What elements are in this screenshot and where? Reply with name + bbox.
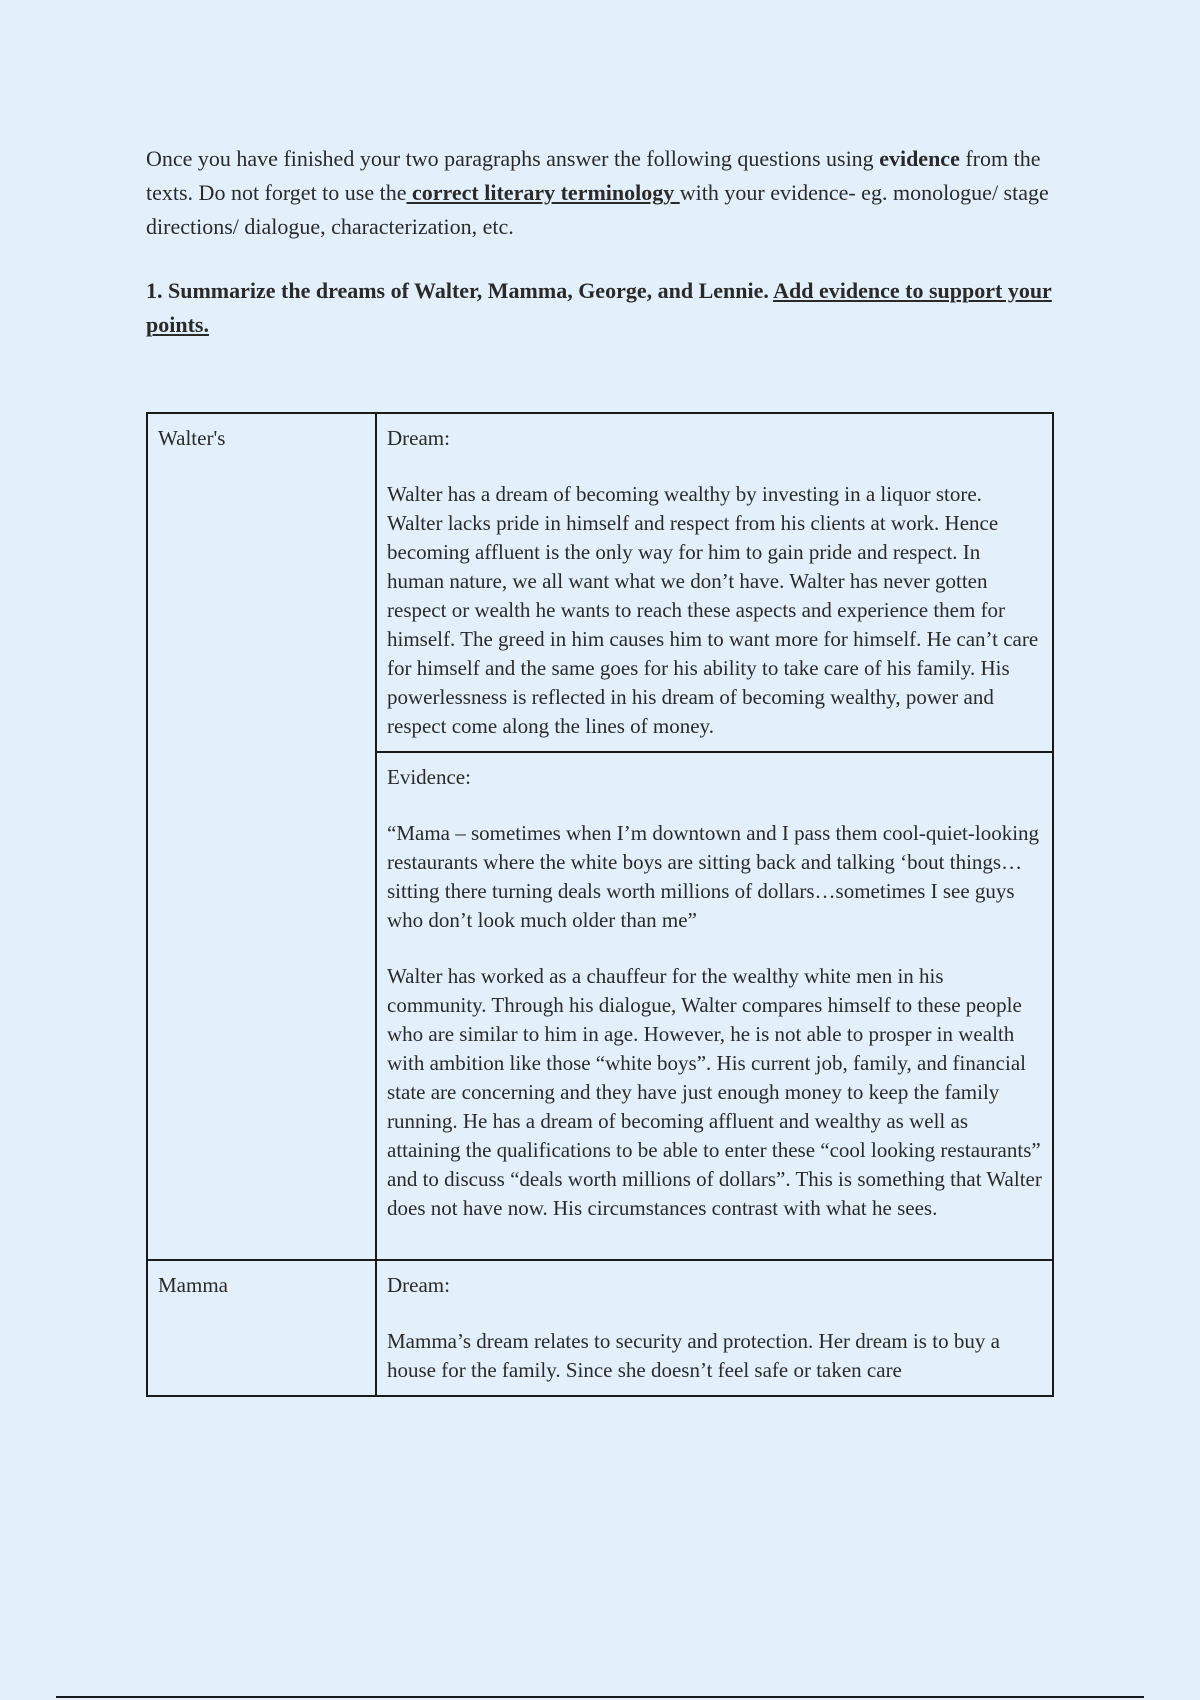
dream-cell-walter — [376, 413, 1053, 752]
evidence-quote: “Mama – sometimes when I’m downtown and I pass them cool-quiet-looking restaurants where the white boys are sitting back and talking ‘bout things…sitting there turning deals worth millions of dollars…sometimes I see guys who don’t look much older than me” — [387, 821, 1040, 932]
question-1-underlined: Add evidence to support your points. — [146, 278, 1052, 337]
page-bottom-rule — [56, 1696, 1144, 1698]
dream-cell-mamma — [376, 1260, 1053, 1396]
dream-text: Walter has a dream of becoming wealthy by investing in a liquor store. Walter lacks pride in himself and respect from his clients at work. Hence becoming affluent is the only way for him to gain pride and respect. In human nature, we all want what we don’t have. Walter has never gotten respect or wealth he wants to reach these aspects and experience them for himself. The greed in him causes him to want more for himself. He can’t care for himself and the same goes for his ability to take care of his family. His powerlessness is reflected in his dream of becoming wealthy, power and respect come along the lines of money. — [387, 482, 1039, 738]
instructions-text: with your evidence- eg. monologue/ stage directions/ dialogue, characterization, etc. — [146, 180, 1049, 239]
character-name: Walter's — [158, 426, 226, 450]
instructions-underlined-terminology: correct literary terminology — [406, 180, 680, 205]
evidence-label: Evidence: — [387, 765, 471, 789]
question-1-text: 1. Summarize the dreams of Walter, Mamma, George, and Lennie. — [146, 278, 774, 303]
document-body — [146, 142, 1058, 342]
dream-label: Dream: — [387, 426, 450, 450]
character-name: Mamma — [158, 1273, 228, 1297]
question-1 — [146, 274, 1058, 342]
character-cell-walter — [147, 413, 376, 1260]
instructions-paragraph — [146, 142, 1058, 244]
evidence-cell-walter — [376, 752, 1053, 1260]
instructions-text: Once you have finished your two paragraphs answer the following questions using — [146, 146, 880, 171]
dreams-table — [146, 412, 1054, 1397]
dream-label: Dream: — [387, 1273, 450, 1297]
instructions-text: from the texts. Do not forget to use the — [146, 146, 1041, 205]
table-row — [147, 1260, 1053, 1396]
table-row — [147, 413, 1053, 752]
evidence-analysis: Walter has worked as a chauffeur for the wealthy white men in his community. Through his dialogue, Walter compares himself to these people who are similar to him in age. However, he is not able to prosper in wealth with ambition like those “white boys”. His current job, family, and financial state are concerning and they have just enough money to keep the family running. He has a dream of becoming affluent and wealthy as well as attaining the qualifications to be able to enter these “cool looking restaurants” and to discuss “deals worth millions of dollars”. This is something that Walter does not have now. His circumstances contrast with what he sees. — [387, 964, 1042, 1220]
instructions-bold-evidence: evidence — [879, 146, 960, 171]
dream-text: Mamma’s dream relates to security and protection. Her dream is to buy a house for the family. Since she doesn’t feel safe or taken care — [387, 1329, 1000, 1382]
character-cell-mamma — [147, 1260, 376, 1396]
